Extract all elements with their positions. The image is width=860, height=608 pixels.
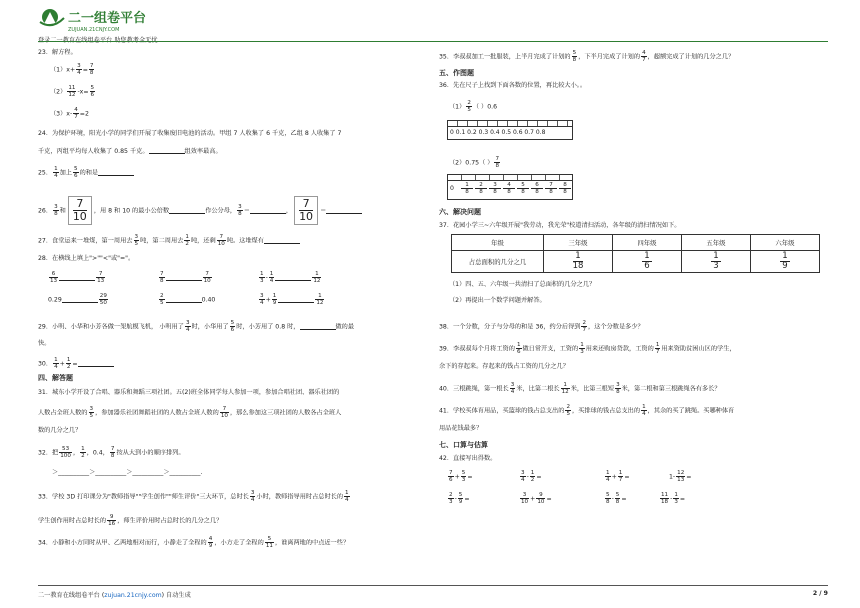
calc-item: $\frac{11}{18}$ - $\frac{1}{3}$ = [661,492,686,505]
table-header: 五年级 [682,235,751,251]
calc-item: $\frac{7}{6}$ + $\frac{5}{3}$ = [449,470,473,483]
q37-title: 37．花园小学三~六年级开展"我劳动，我光荣"校道清扫活动，各年级的清扫情况如下。 [439,222,681,229]
q36-title: 36．先在尺子上找到下面各数的位置，再比较大小。。 [439,82,587,89]
q28-item5: $\frac{2}{5}$ 0.40 [160,293,216,306]
section-heading-5: 五、作图题 [439,69,474,77]
q28-item3: $\frac{1}{3}$ - $\frac{1}{4}$ $\frac{1}{12}$ [260,271,321,284]
svg-text:ZUJUAN.21CNJY.COM: ZUJUAN.21CNJY.COM [68,27,120,33]
header-divider [38,41,828,42]
q28-item6: $\frac{3}{4}$ + $\frac{1}{9}$ $\frac{1}{12}$ [260,293,324,306]
q30: 30． $\frac{1}{4}$ + $\frac{1}{2}$ = [38,357,114,370]
ruler-labels: 0 $\frac{1}{8}$ $\frac{2}{8}$ $\frac{3}{8}$ $\frac{4}{8}$ $\frac{5}{8}$ $\frac{6}{8}$ $\frac{7}{8}$ $\frac{8}{8}$ [450,182,572,195]
table-header: 六年级 [751,235,820,251]
table-header: 四年级 [613,235,682,251]
q35: 35．李叔叔加工一批服装，上半月完成了计划的 $\frac{5}{8}$ ，下半月完成了计划的 $\frac{4}{7}$ ，超额完成了计划的几分之几？ [439,50,735,63]
answer-blank[interactable] [98,169,134,176]
q34: 34．小静和小方同时从甲、乙两地相对而行，小静走了全程的 $\frac{4}{9}$ ，小方走了全程的 $\frac{5}{11}$ ，谁离两地的中点近一些？ [38,536,350,549]
q28-item2: $\frac{7}{8}$ $\frac{7}{10}$ [160,271,211,284]
page-number: 2 / 9 [812,590,828,597]
calc-item: $\frac{3}{10}$ + $\frac{9}{10}$ = [521,492,552,505]
page-footer: 二一教育在线组卷平台 (zujuan.21cnjy.com) 自动生成 2 / 9 [38,590,828,599]
answer-blank[interactable] [149,147,185,154]
q33-line2: 学生创作用时占总时长的 $\frac{9}{16}$ ，师生评价用时占总时长的几分之几？ [38,514,223,527]
fraction-box: $\frac{7}{10}$ [68,196,92,225]
q31-line3: 数的几分之几？ [38,427,82,434]
q37-2: （2）再提出一个数学问题并解答。 [449,297,546,304]
q31-line2: 人数占全班人数的 $\frac{3}{5}$ ，参加器乐社团舞蹈社团的人数占全班人数的 $\frac{7}{10}$ ，那么参加这三项社团的人数各占全班人 [38,406,342,419]
section-heading-7: 七、口算与估算 [439,441,488,449]
ruler-eighths[interactable] [447,174,573,200]
q29-line1: 29．小明、小华和小芳各做一架航模飞机， 小明用了 $\frac{3}{4}$ 时，小华用了 $\frac{5}{6}$ 时，小芳用了 0.8 时， 做的最 [38,320,355,333]
q38: 38．一个分数，分子与分母的和是 36，约分后得到 $\frac{2}{7}$ ，这个分数是多少？ [439,320,644,333]
calc-item: $\frac{2}{3}$ - $\frac{5}{9}$ = [449,492,470,505]
q24-line1: 24．为保护环境，阳光小学的同学们开展了收集废旧电池的活动。甲组 7 人收集了 6 千克，乙组 8 人收集了 7 [38,130,342,137]
calc-item: $\frac{1}{4}$ + $\frac{1}{7}$ = [606,470,630,483]
brand-logo [38,6,178,34]
q23-3: （3）x- $\frac{4}{7}$ =2 [50,107,89,120]
q27: 27．食堂运来一堆煤，第一周用去 $\frac{3}{5}$ 吨，第二周用去 $\frac{1}{2}$ 吨，还剩 $\frac{7}{10}$ 吨。这堆煤有 [38,234,300,247]
table-row-label: 占总面积的几分之几 [452,251,544,273]
q32-order-blanks[interactable]: ＞__________＞__________＞__________＞__________. [52,469,203,476]
section-heading-4: 四、解答题 [38,374,73,382]
table-header: 三年级 [544,235,613,251]
q28-item1: $\frac{6}{13}$ $\frac{7}{13}$ [50,271,105,284]
q40: 40．三根跳绳，第一根长 $\frac{3}{4}$ 米，比第二根长 $\frac{1}{12}$ 米，比第三根短 $\frac{3}{8}$ 米，第二根和第三根跳绳各有多长？ [439,382,721,395]
q32: 32．把 $\frac{53}{100}$ ， $\frac{1}{2}$ ，0.4， $\frac{7}{8}$ 按从大到小的顺序排列。 [38,446,185,459]
grade-table [451,234,820,273]
q23-title: 23．解方程。 [38,49,77,56]
answer-blank[interactable] [250,207,286,214]
footer-divider [38,585,828,586]
q25: 25． $\frac{1}{4}$ 加上 $\frac{5}{6}$ 的和是 [38,166,134,179]
answer-blank[interactable] [169,207,205,214]
q41-line1: 41．学校买体育用品，买篮球的钱占总支出的 $\frac{2}{5}$ ，买排球的钱占总支出的 $\frac{1}{4}$ ，其余的买了跳绳。买哪种体育 [439,404,735,417]
page-header [38,6,828,44]
q24-line2: 千克，丙组平均每人收集了 0.85 千克。 组效率最高。 [38,148,222,155]
q28-item4: 0.29 $\frac{29}{50}$ [48,293,107,306]
header-subtitle [38,35,158,44]
calc-item: $\frac{3}{4}$ - $\frac{1}{2}$ = [521,470,542,483]
q39-line1: 39．李叔叔每个月将工资的 $\frac{1}{6}$ 做日常开支，工资的 $\frac{1}{3}$ 用来还购房贷款，工资的 $\frac{1}{7}$ 用来资助贫困山区的学生， [439,342,736,355]
q42-title: 42．直接写出得数。 [439,455,497,462]
q39-line2: 余下的存起来。存起来的钱占工资的几分之几？ [439,363,569,370]
q33-line1: 33．学校 3D 打印课分为"教师指导""学生创作""师生评价"三大环节，总时长 $\frac{3}{4}$ 小时，教师指导用时占总时长的 $\frac{1}{4}$ [38,490,349,503]
table-row: 占总面积的几分之几 $\frac{1}{18}$ $\frac{1}{6}$ $\frac{1}{3}$ $\frac{1}{9}$ [452,251,820,273]
svg-text:二一组卷平台: 二一组卷平台 [68,11,147,26]
q31-line1: 31．城东小学开设了合唱、器乐和舞蹈三项社团。五(2)班全体同学每人参加一项，参加合唱社团、器乐社团的 [38,389,340,396]
answer-blank[interactable] [264,237,300,244]
calc-item: $\frac{5}{8}$ - $\frac{5}{8}$ = [606,492,627,505]
calc-item: 1- $\frac{12}{13}$ = [669,470,692,483]
q23-1: （1）x+ $\frac{3}{4}$ = $\frac{7}{8}$ [50,63,94,76]
q36-2: （2）0.75（ ） $\frac{7}{8}$ [449,156,499,169]
fraction-box: $\frac{7}{10}$ [294,196,318,225]
q36-1: （1） $\frac{2}{5}$ （ ）0.6 [449,100,498,113]
q26: 26． $\frac{3}{8}$ 和 $\frac{7}{10}$ ，用 8 和 10 的最小公倍数 作公分母， $\frac{3}{8}$ ＝ ， $\frac{7}{10}$ ＝ [38,196,362,225]
ruler-labels: 0 0.1 0.2 0.3 0.4 0.5 0.6 0.7 0.8 [450,129,546,136]
ruler-decimal[interactable] [447,120,573,140]
q37-1: （1）四、五、六年级一共清扫了总面积的几分之几？ [449,281,596,288]
site-link[interactable]: zujuan.21cnjy.com [104,592,162,599]
answer-blank[interactable] [326,207,362,214]
section-heading-6: 六、解决问题 [439,208,481,216]
q28-title: 28．在横线上填上">""<"或"="。 [38,255,135,262]
q29-line2: 快。 [38,340,51,347]
q23-2: （2） $\frac{11}{12}$ -x= $\frac{5}{6}$ [50,85,95,98]
table-header: 年级 [452,235,544,251]
q41-line2: 用品花钱最多？ [439,425,483,432]
